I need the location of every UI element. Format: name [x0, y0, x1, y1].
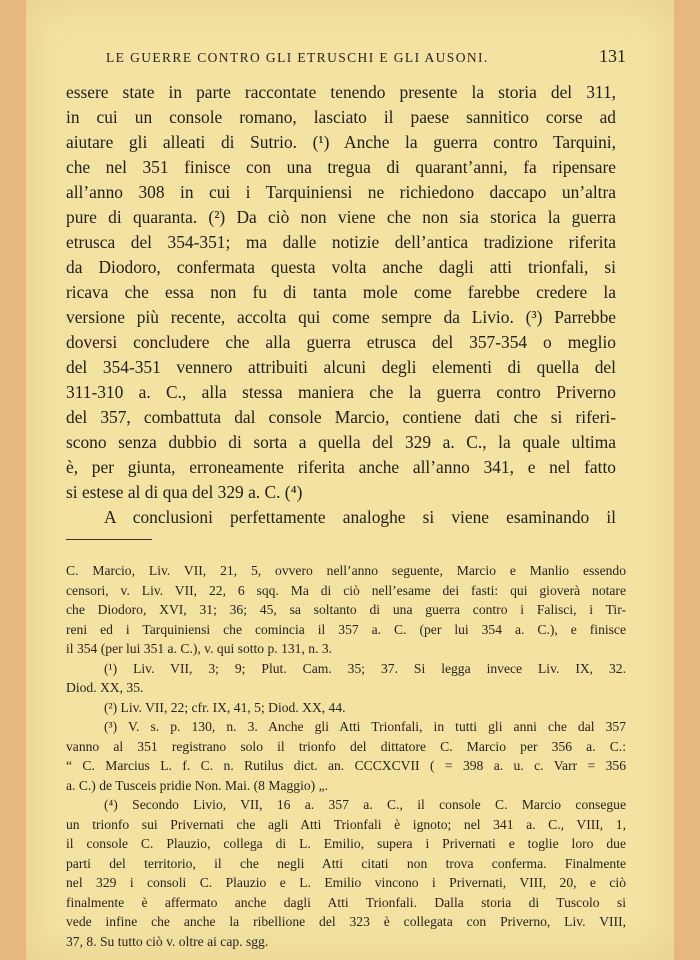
footnote-line: finalmente è affermato anche dagli Atti Trionfali. Dalla storia di Tuscolo si — [66, 894, 626, 910]
page-header — [66, 46, 626, 70]
page-number: 131 — [599, 46, 626, 66]
footnote-line: reni ed i Tarquiniensi che comincia il 357 a. C. (per lui 354 a. C.), e finisce — [66, 621, 626, 637]
body-line: scono senza dubbio di sorta a quella del 329 a. C., la quale ultima — [66, 432, 616, 452]
footnote-2: (²) Liv. VII, 22; cfr. IX, 41, 5; Diod. XX, 44. — [104, 699, 346, 715]
footnotes — [66, 561, 626, 951]
footnote-line: vede infine che anche la ribellione del 323 è collegata con Priverno, Liv. VIII, — [66, 914, 626, 929]
body-line: del 354-351 vennero attribuiti alcuni degli elementi di quella del — [66, 357, 616, 377]
body-line: etrusca del 354-351; ma dalle notizie dell’antica tradizione riferita — [66, 232, 616, 252]
footnote-3: (³) V. s. p. 130, n. 3. Anche gli Atti Trionfali, in tutti gli anni che dal 357 — [104, 719, 626, 734]
footnote-line: a. C.) de Tusceis pridie Non. Mai. (8 Maggio) „. — [66, 777, 329, 793]
footnote-line: nel 329 i consoli C. Plauzio e L. Emilio vincono i Privernati, VIII, 20, e ciò — [66, 875, 626, 890]
body-line: doversi concludere che alla guerra etrusca del 357-354 o meglio — [66, 332, 616, 352]
footnote-line: parti del territorio, il che negli Atti citati non trova conferma. Finalmente — [66, 855, 626, 871]
body-line: A conclusioni perfettamente analoghe si viene esaminando il — [104, 507, 616, 527]
footnote-line: “ C. Marcius L. f. C. n. Rutilus dict. an. CCCXCVII ( = 398 a. u. c. Varr = 356 — [66, 758, 626, 773]
footnote-4: (⁴) Secondo Livio, VII, 16 a. 357 a. C., il console C. Marcio consegue — [104, 797, 626, 812]
footnote-line: il console C. Plauzio, collega di L. Emilio, supera i Privernati e toglie loro due — [66, 836, 626, 851]
book-page — [26, 0, 674, 960]
body-line: 311-310 a. C., alla stessa maniera che la guerra contro Priverno — [66, 382, 616, 402]
body-line: versione più recente, accolta qui come sempre da Livio. (³) Parrebbe — [66, 307, 616, 327]
body-text — [66, 80, 616, 530]
footnote-line: 37, 8. Su tutto ciò v. oltre ai cap. sgg. — [66, 933, 269, 949]
footnote-1: (¹) Liv. VII, 3; 9; Plut. Cam. 35; 37. Si legga invece Liv. IX, 32. — [104, 660, 626, 676]
footnote-separator — [66, 539, 152, 540]
body-line: da Diodoro, confermata questa volta anche dagli atti trionfali, si — [66, 257, 616, 277]
footnote-line: un trionfo sui Privernati che agli Atti Trionfali è ignoto; nel 341 a. C., VIII, 1, — [66, 816, 626, 832]
body-line: all’anno 308 in cui i Tarquiniensi ne richiedono daccapo un’altra — [66, 182, 616, 202]
footnote-line: vanno al 351 registrano solo il trionfo del dittatore C. Marcio per 356 a. C.: — [66, 738, 626, 754]
body-line: ricava che essa non fu di tanta mole come farebbe credere la — [66, 282, 616, 302]
body-line: essere state in parte raccontate tenendo presente la storia del 311, — [66, 82, 616, 102]
footnote-line: il 354 (per lui 351 a. C.), v. qui sotto p. 131, n. 3. — [66, 641, 333, 656]
footnote-line: Diod. XX, 35. — [66, 680, 144, 695]
body-line: pure di quaranta. (²) Da ciò non viene che non sia storica la guerra — [66, 207, 616, 227]
body-line: del 357, combattuta dal console Marcio, contiene dati che si riferi- — [66, 407, 616, 427]
body-line: aiutare gli alleati di Sutrio. (¹) Anche la guerra contro Tarquini, — [66, 132, 616, 152]
body-line: che nel 351 finisce con una tregua di quarant’anni, fa ripensare — [66, 157, 616, 177]
body-line: in cui un console romano, lasciato il paese sannitico corse ad — [66, 107, 616, 127]
body-line: si estese al di qua del 329 a. C. (⁴) — [66, 482, 303, 502]
footnote-line: censori, v. Liv. VII, 22, 6 sqq. Ma di ciò nell’esame dei fasti: qui gioverà notare — [66, 582, 626, 598]
running-head: LE GUERRE CONTRO GLI ETRUSCHI E GLI AUSONI. — [106, 50, 489, 65]
footnote-line: che Diodoro, XVI, 31; 36; 45, sa soltanto di una guerra contro i Falisci, i Tir- — [66, 602, 626, 617]
footnote-line: C. Marcio, Liv. VII, 21, 5, ovvero nell’anno seguente, Marcio e Manlio essendo — [66, 563, 626, 578]
body-line: è, per giunta, erroneamente riferita anche all’anno 341, e nel fatto — [66, 457, 616, 477]
